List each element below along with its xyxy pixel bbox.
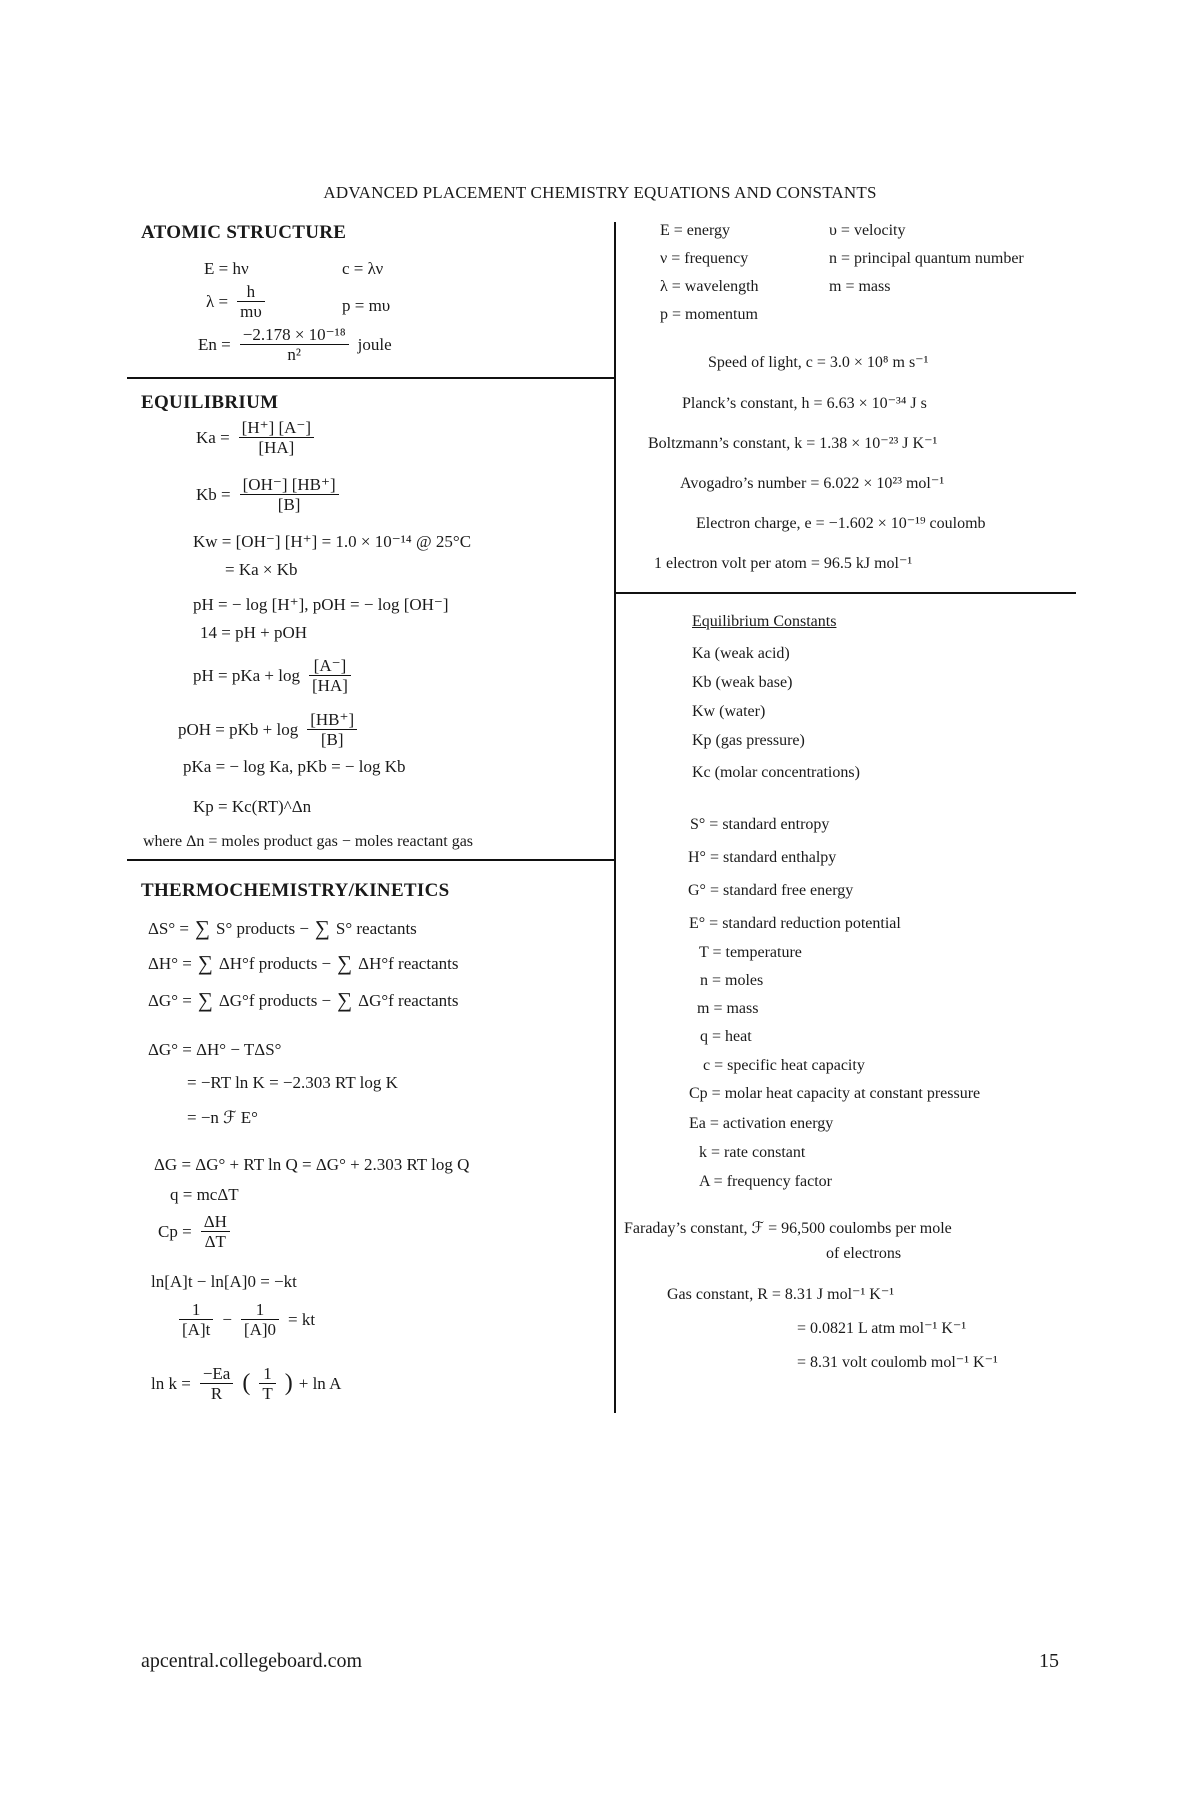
eq-henderson-base-lhs: pOH = pKb + log	[178, 719, 299, 739]
denominator: R	[210, 1384, 223, 1403]
eq-arrhenius	[151, 1364, 341, 1403]
numerator: 1	[179, 1300, 213, 1320]
denominator: mυ	[240, 302, 262, 321]
page-title: ADVANCED PLACEMENT CHEMISTRY EQUATIONS AND CONSTANTS	[323, 183, 877, 202]
legend-quantum-number: n = principal quantum number	[829, 250, 1024, 267]
eq-constant-ka: Ka (weak acid)	[692, 645, 790, 662]
eq-kw-product: = Ka × Kb	[225, 560, 298, 579]
sum-symbol: ∑	[197, 988, 213, 1012]
eq-constant-kc: Kc (molar concentrations)	[692, 764, 860, 781]
section-equilibrium: EQUILIBRIUM	[141, 392, 279, 413]
fraction	[309, 656, 351, 695]
eq-kb-lhs: Kb =	[196, 484, 231, 504]
legend-reduction-potential: E° = standard reduction potential	[689, 915, 901, 932]
eq-second-order	[176, 1300, 315, 1339]
denominator: [HA]	[312, 676, 348, 695]
fraction	[237, 282, 265, 321]
constant-planck: Planck’s constant, h = 6.63 × 10⁻³⁴ J s	[682, 395, 927, 412]
eq-gibbs-e: = −n ℱ E°	[187, 1108, 258, 1127]
eq-energy-level	[198, 325, 392, 364]
eq-constant-kp: Kp (gas pressure)	[692, 732, 805, 749]
eq-kw: Kw = [OH⁻] [H⁺] = 1.0 × 10⁻¹⁴ @ 25°C	[193, 532, 472, 551]
constant-electron-volt: 1 electron volt per atom = 96.5 kJ mol⁻¹	[654, 555, 913, 572]
eq-ph-poh: pH = − log [H⁺], pOH = − log [OH⁻]	[193, 595, 449, 614]
constant-boltzmann: Boltzmann’s constant, k = 1.38 × 10⁻²³ J K⁻¹	[648, 435, 938, 452]
legend-wavelength: λ = wavelength	[660, 278, 759, 295]
numerator: h	[237, 282, 265, 302]
eq-second-order-rhs: = kt	[288, 1309, 316, 1329]
numerator: 1	[259, 1364, 275, 1384]
eq-gibbs-k: = −RT ln K = −2.303 RT log K	[187, 1073, 398, 1092]
fraction	[239, 418, 314, 457]
constant-faraday: Faraday’s constant, ℱ = 96,500 coulombs per mole	[624, 1220, 952, 1237]
denominator: n²	[287, 345, 301, 364]
eq-entropy-lhs: ΔS° =	[148, 918, 190, 938]
eq-kp: Kp = Kc(RT)^Δn	[193, 797, 312, 816]
numerator: [HB⁺]	[307, 710, 357, 730]
paren-open: (	[242, 1370, 251, 1396]
eq-enthalpy-products: ΔH°f products −	[218, 953, 332, 973]
legend-rate-constant: k = rate constant	[699, 1144, 806, 1161]
constant-gas-r-volt: = 8.31 volt coulomb mol⁻¹ K⁻¹	[797, 1354, 998, 1371]
constant-avogadro: Avogadro’s number = 6.022 × 10²³ mol⁻¹	[680, 475, 945, 492]
sum-symbol: ∑	[337, 951, 353, 975]
eq-speed-wave: c = λν	[342, 259, 384, 278]
eq-free-energy-lhs: ΔG° =	[148, 990, 192, 1010]
constant-gas-r: Gas constant, R = 8.31 J mol⁻¹ K⁻¹	[667, 1286, 895, 1303]
section-thermochemistry: THERMOCHEMISTRY/KINETICS	[141, 880, 450, 901]
eq-constant-kw: Kw (water)	[692, 703, 766, 720]
legend-heat: q = heat	[700, 1028, 752, 1045]
eq-ka	[196, 418, 317, 457]
fraction	[240, 475, 339, 514]
constant-gas-r-atm: = 0.0821 L atm mol⁻¹ K⁻¹	[797, 1320, 967, 1337]
legend-frequency-factor: A = frequency factor	[699, 1173, 832, 1190]
fraction	[200, 1364, 234, 1403]
eq-gibbs-q: ΔG = ΔG° + RT ln Q = ΔG° + 2.303 RT log Q	[154, 1155, 470, 1174]
numerator: −2.178 × 10⁻¹⁸	[240, 325, 349, 345]
eq-kb	[196, 475, 342, 514]
eq-first-order: ln[A]t − ln[A]0 = −kt	[151, 1272, 297, 1291]
constant-faraday-cont: of electrons	[826, 1245, 902, 1262]
denominator: T	[262, 1384, 273, 1403]
eq-entropy	[148, 916, 417, 941]
eq-energy-level-lhs: En =	[198, 334, 231, 354]
fraction	[201, 1212, 230, 1251]
column-divider	[614, 222, 616, 1413]
legend-entropy: S° = standard entropy	[690, 816, 830, 833]
legend-moles: n = moles	[700, 972, 764, 989]
eq-gibbs: ΔG° = ΔH° − TΔS°	[148, 1040, 282, 1059]
legend-activation-energy: Ea = activation energy	[689, 1115, 834, 1132]
eq-de-broglie-lhs: λ =	[206, 291, 229, 311]
denominator: [A]0	[243, 1320, 277, 1339]
sum-symbol: ∑	[337, 988, 353, 1012]
eq-henderson-acid	[193, 656, 354, 695]
sum-symbol: ∑	[195, 916, 211, 940]
fraction	[240, 325, 349, 364]
minus-sign: −	[222, 1309, 232, 1329]
eq-enthalpy	[148, 951, 458, 976]
eq-energy-level-unit: joule	[357, 334, 392, 354]
denominator: [B]	[277, 495, 301, 514]
eq-henderson-acid-lhs: pH = pKa + log	[193, 665, 300, 685]
paren-close: )	[284, 1370, 293, 1396]
eq-heat-capacity-lhs: Cp =	[158, 1221, 192, 1241]
numerator: [OH⁻] [HB⁺]	[240, 475, 339, 495]
eq-ka-lhs: Ka =	[196, 427, 230, 447]
section-atomic-structure: ATOMIC STRUCTURE	[141, 222, 347, 243]
eq-heat-capacity	[158, 1212, 233, 1251]
footer-url[interactable]: apcentral.collegeboard.com	[141, 1650, 362, 1672]
eq-free-energy	[148, 988, 458, 1013]
eq-ph-sum: 14 = pH + pOH	[200, 623, 308, 642]
eq-entropy-products: S° products −	[216, 918, 309, 938]
eq-arrhenius-rhs: + ln A	[298, 1373, 342, 1393]
eq-enthalpy-lhs: ΔH° =	[148, 953, 192, 973]
eq-arrhenius-lhs: ln k =	[151, 1373, 191, 1393]
legend-temperature: T = temperature	[699, 944, 802, 961]
equilibrium-constants-heading: Equilibrium Constants	[692, 613, 837, 630]
numerator: [H⁺] [A⁻]	[239, 418, 314, 438]
denominator: [A]t	[182, 1320, 211, 1339]
denominator: [B]	[320, 730, 344, 749]
eq-de-broglie	[206, 282, 268, 321]
legend-energy: E = energy	[660, 222, 731, 239]
legend-frequency: ν = frequency	[660, 250, 749, 267]
numerator: −Ea	[200, 1364, 234, 1384]
legend-mass-thermo: m = mass	[697, 1000, 759, 1017]
fraction	[179, 1300, 213, 1339]
divider-constants	[614, 592, 1076, 594]
denominator: [HA]	[258, 438, 295, 457]
legend-velocity: υ = velocity	[829, 222, 906, 239]
eq-pk: pKa = − log Ka, pKb = − log Kb	[183, 757, 406, 776]
legend-specific-heat: c = specific heat capacity	[703, 1057, 865, 1074]
eq-enthalpy-reactants: ΔH°f reactants	[358, 953, 459, 973]
denominator: ΔT	[204, 1232, 226, 1251]
numerator: 1	[241, 1300, 279, 1320]
page-number: 15	[1039, 1650, 1059, 1672]
eq-free-energy-products: ΔG°f products −	[218, 990, 332, 1010]
eq-momentum: p = mυ	[342, 296, 391, 315]
sum-symbol: ∑	[314, 916, 330, 940]
eq-free-energy-reactants: ΔG°f reactants	[358, 990, 459, 1010]
fraction	[307, 710, 357, 749]
numerator: [A⁻]	[309, 656, 351, 676]
legend-mass: m = mass	[829, 278, 891, 295]
constant-speed-of-light: Speed of light, c = 3.0 × 10⁸ m s⁻¹	[708, 354, 929, 371]
eq-heat: q = mcΔT	[170, 1185, 239, 1204]
legend-free-energy: G° = standard free energy	[688, 882, 854, 899]
eq-constant-kb: Kb (weak base)	[692, 674, 793, 691]
eq-energy-photon: E = hν	[204, 259, 249, 278]
divider-atomic-equilibrium	[127, 377, 615, 379]
eq-delta-n-note: where Δn = moles product gas − moles reactant gas	[143, 833, 474, 850]
legend-momentum: p = momentum	[660, 306, 758, 323]
fraction	[259, 1364, 275, 1403]
eq-entropy-reactants: S° reactants	[335, 918, 417, 938]
numerator: ΔH	[201, 1212, 230, 1232]
sum-symbol: ∑	[197, 951, 213, 975]
fraction	[241, 1300, 279, 1339]
constant-electron-charge: Electron charge, e = −1.602 × 10⁻¹⁹ coulomb	[696, 515, 986, 532]
eq-henderson-base	[178, 710, 360, 749]
divider-equilibrium-thermo	[127, 859, 615, 861]
legend-molar-heat-capacity: Cp = molar heat capacity at constant pressure	[689, 1085, 981, 1102]
legend-enthalpy: H° = standard enthalpy	[688, 849, 837, 866]
